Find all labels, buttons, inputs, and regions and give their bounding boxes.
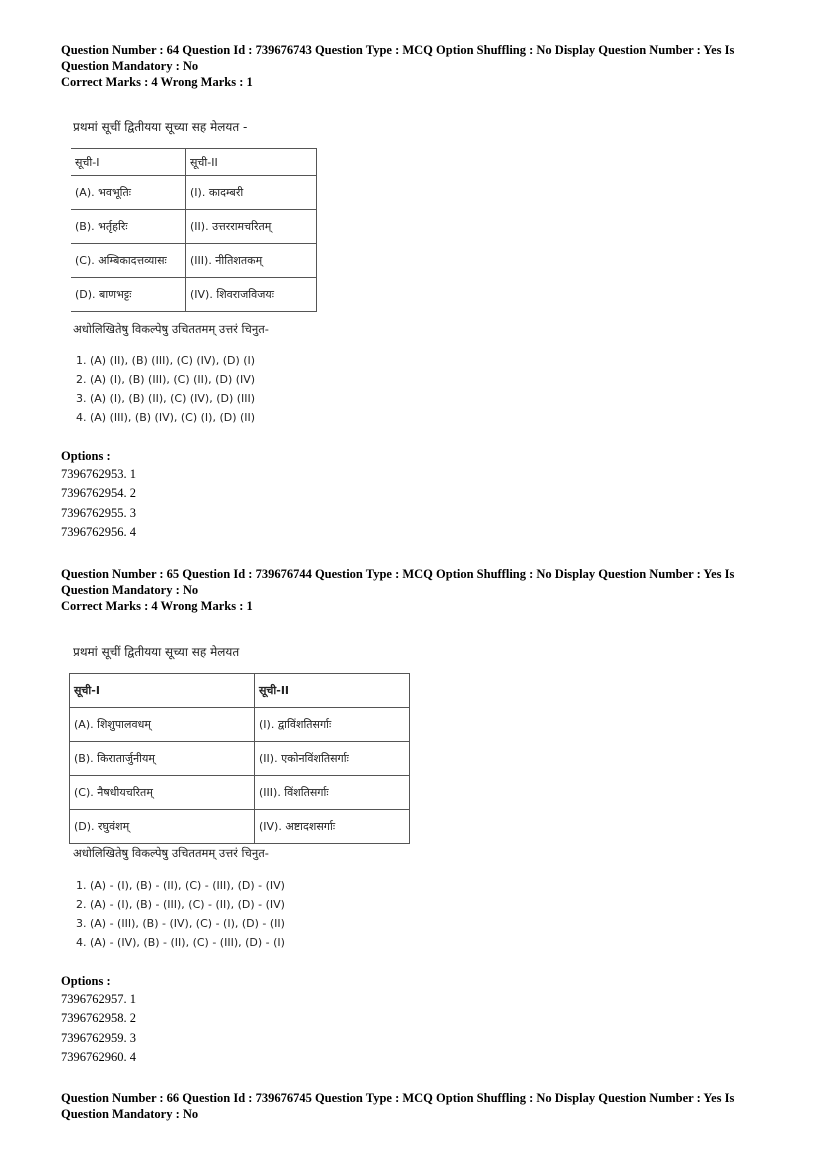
answer-choices (76, 876, 285, 952)
options-list (61, 465, 136, 542)
table-row (70, 708, 410, 742)
table-row (71, 210, 317, 244)
match-table (71, 148, 317, 312)
table-cell: (II). एकोनविंशतिसर्गाः (255, 742, 410, 776)
table-cell: (C). अम्बिकादत्तव्यासः (71, 244, 186, 278)
question-instruction: अधोलिखितेषु विकल्पेषु उचिततमम् उत्तरं चिनुत- (73, 322, 269, 336)
option-item: 7396762958. 2 (61, 1011, 136, 1026)
table-cell: (C). नैषधीयचरितम् (70, 776, 255, 810)
options-title: Options : (61, 974, 111, 988)
answer-choice: 2. (A) - (I), (B) - (III), (C) - (II), (D) - (IV) (76, 898, 285, 911)
table-cell: (A). भवभूतिः (71, 176, 186, 210)
table-header-row (71, 149, 317, 176)
question-title: प्रथमां सूचीं द्वितीयया सूच्या सह मेलयत (73, 645, 240, 659)
answer-choice: 1. (A) - (I), (B) - (II), (C) - (III), (D) - (IV) (76, 879, 285, 892)
question-mandatory: Question Mandatory : No (61, 59, 199, 73)
question-marks: Correct Marks : 4 Wrong Marks : 1 (61, 599, 253, 613)
options-title: Options : (61, 449, 111, 463)
question-meta-line: Question Number : 64 Question Id : 739676743 Question Type : MCQ Option Shuffling : No Display Question Number : Yes Is (61, 43, 735, 57)
table-row (71, 244, 317, 278)
option-item: 7396762954. 2 (61, 486, 136, 501)
answer-choices (76, 351, 255, 427)
table-row (71, 278, 317, 312)
table-header-cell: सूची-I (70, 674, 255, 708)
table-row (71, 176, 317, 210)
question-header (61, 1090, 751, 1122)
question-instruction: अधोलिखितेषु विकल्पेषु उचिततमम् उत्तरं चिनुत- (73, 846, 269, 860)
table-cell: (III). विंशतिसर्गाः (255, 776, 410, 810)
option-item: 7396762957. 1 (61, 992, 136, 1006)
option-item: 7396762956. 4 (61, 524, 136, 539)
answer-choice: 2. (A) (I), (B) (III), (C) (II), (D) (IV) (76, 373, 256, 386)
question-header (61, 42, 751, 90)
table-row (70, 810, 410, 844)
question-meta-line: Question Number : 66 Question Id : 739676745 Question Type : MCQ Option Shuffling : No Display Question Number : Yes Is (61, 1091, 735, 1105)
question-title: प्रथमां सूचीं द्वितीयया सूच्या सह मेलयत - (73, 120, 248, 134)
table-header-cell: सूची-II (255, 674, 410, 708)
table-cell: (IV). शिवराजविजयः (186, 278, 317, 312)
match-table (69, 673, 410, 844)
table-header-row (70, 674, 410, 708)
table-cell: (A). शिशुपालवधम् (70, 708, 255, 742)
option-item: 7396762960. 4 (61, 1049, 136, 1064)
question-marks: Correct Marks : 4 Wrong Marks : 1 (61, 75, 253, 89)
table-cell: (I). कादम्बरी (186, 176, 317, 210)
table-cell: (I). द्वाविंशतिसर्गाः (255, 708, 410, 742)
answer-choice: 4. (A) - (IV), (B) - (II), (C) - (III), (D) - (I) (76, 936, 285, 949)
answer-choice: 1. (A) (II), (B) (III), (C) (IV), (D) (I) (76, 354, 256, 367)
table-header-cell: सूची-I (71, 149, 186, 176)
table-cell: (II). उत्तररामचरितम् (186, 210, 317, 244)
table-cell: (B). भर्तृहरिः (71, 210, 186, 244)
option-item: 7396762953. 1 (61, 467, 136, 481)
table-row (70, 776, 410, 810)
table-header-cell: सूची-II (186, 149, 317, 176)
question-mandatory: Question Mandatory : No (61, 583, 199, 597)
table-cell: (D). रघुवंशम् (70, 810, 255, 844)
option-item: 7396762959. 3 (61, 1030, 136, 1045)
answer-choice: 3. (A) (I), (B) (II), (C) (IV), (D) (III) (76, 392, 256, 405)
question-mandatory: Question Mandatory : No (61, 1107, 199, 1121)
table-cell: (D). बाणभट्टः (71, 278, 186, 312)
answer-choice: 3. (A) - (III), (B) - (IV), (C) - (I), (D) - (II) (76, 917, 285, 930)
table-row (70, 742, 410, 776)
option-item: 7396762955. 3 (61, 505, 136, 520)
table-cell: (III). नीतिशतकम् (186, 244, 317, 278)
answer-choice: 4. (A) (III), (B) (IV), (C) (I), (D) (II) (76, 411, 256, 424)
question-header (61, 566, 751, 614)
table-cell: (B). किरातार्जुनीयम् (70, 742, 255, 776)
question-meta-line: Question Number : 65 Question Id : 739676744 Question Type : MCQ Option Shuffling : No Display Question Number : Yes Is (61, 567, 735, 581)
options-list (61, 990, 136, 1067)
table-cell: (IV). अष्टादशसर्गाः (255, 810, 410, 844)
